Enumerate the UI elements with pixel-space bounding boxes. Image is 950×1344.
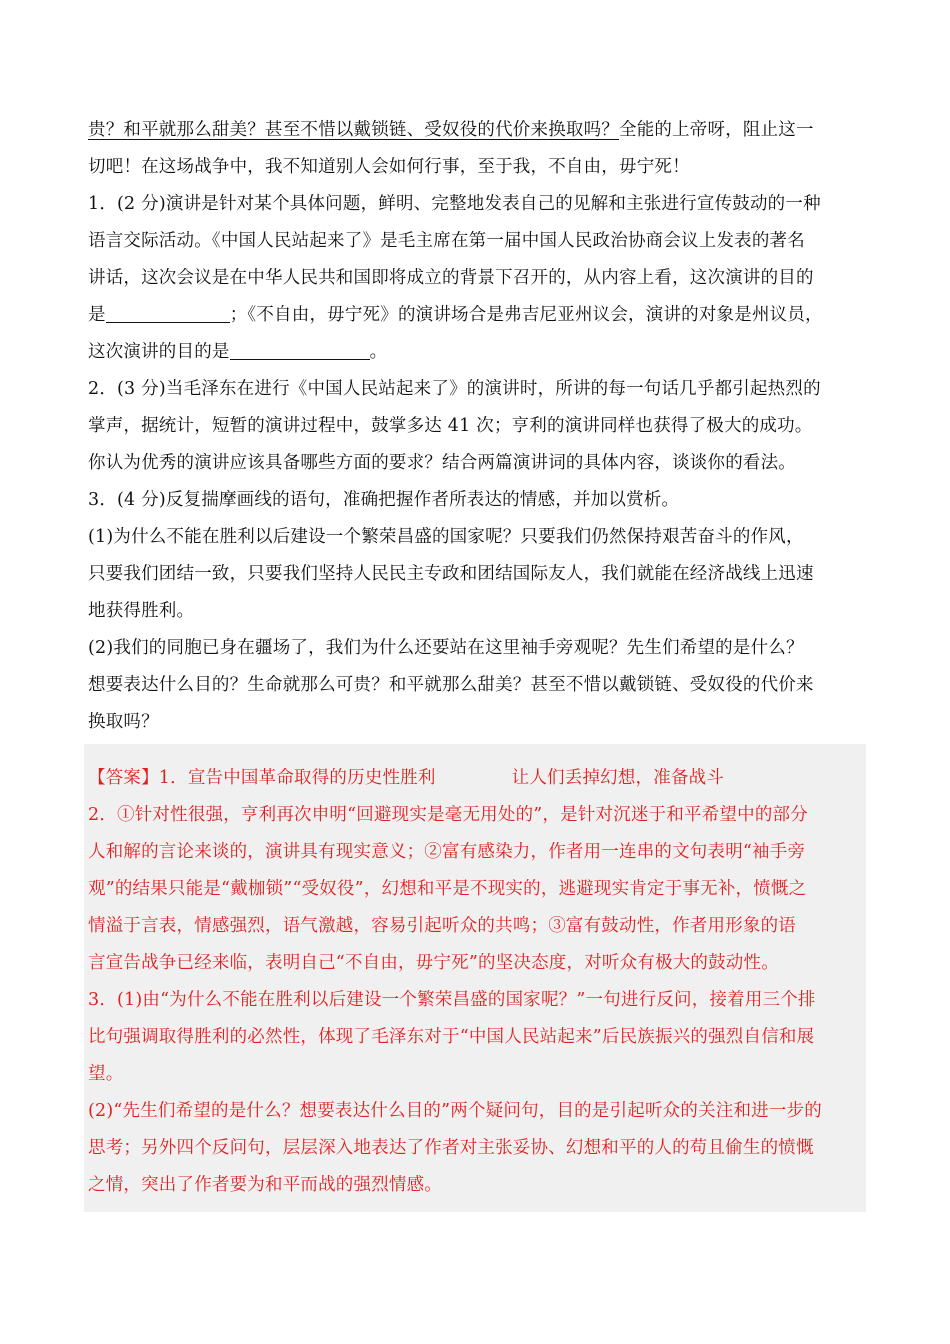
intro-line-2: 切吧！在这场战争中，我不知道别人会如何行事，至于我，不自由，毋宁死！ [88,157,690,177]
answer-box [84,744,866,1212]
q2-line-3: 你认为优秀的演讲应该具备哪些方面的要求？结合两篇演讲词的具体内容，谈谈你的看法。 [88,453,796,473]
question-section [88,112,866,741]
q3-line-1: 3．(4 分)反复揣摩画线的语句，准确把握作者所表达的情感，并加以赏析。 [88,490,680,510]
answer-3-line-3: 望。 [88,1064,124,1084]
underlined-quote: 贵？和平就那么甜美？甚至不惜以戴锁链、受奴役的代价来换取吗？ [88,120,619,140]
answer-3-line-6: 之情，突出了作者要为和平而战的强烈情感。 [88,1175,442,1195]
answer-2-line-4: 情溢于言表，情感强烈，语气激越，容易引起听众的共鸣；③富有鼓动性，作者用形象的语 [88,916,796,936]
answer-2-line-3: 观”的结果只能是“戴枷锁”“受奴役”，幻想和平是不现实的，逃避现实肯定于事无补，愤慨之 [88,879,807,899]
q3-part2-line-2: 想要表达什么目的？生命就那么可贵？和平就那么甜美？甚至不惜以戴锁链、受奴役的代价来 [88,675,814,695]
answer-content [88,760,822,1204]
answer-1: 【答案】1．宣告中国革命取得的历史性胜利 让人们丢掉幻想，准备战斗 [88,768,725,788]
q2-line-2: 掌声，据统计，短暂的演讲过程中，鼓掌多达 41 次；亨利的演讲同样也获得了极大的成功。 [88,416,813,436]
answer-3-line-1: 3．(1)由“为什么不能在胜利以后建设一个繁荣昌盛的国家呢？”一句进行反问，接着用三个排 [88,990,816,1010]
answer-2-line-5: 言宣告战争已经来临，表明自己“不自由，毋宁死”的坚决态度，对听众有极大的鼓动性。 [88,953,779,973]
q3-part2-line-1: (2)我们的同胞已身在疆场了，我们为什么还要站在这里袖手旁观呢？先生们希望的是什么？ [88,638,804,658]
q1-line-4: 是 ；《不自由，毋宁死》的演讲场合是弗吉尼亚州议会，演讲的对象是州议员， [88,305,823,325]
answer-3-line-5: 思考；另外四个反问句，层层深入地表达了作者对主张妥协、幻想和平的人的苟且偷生的愤慨 [88,1138,814,1158]
q1-line-2: 语言交际活动。《中国人民站起来了》是毛主席在第一届中国人民政治协商会议上发表的著名 [88,231,805,251]
answer-3-line-2: 比句强调取得胜利的必然性，体现了毛泽东对于“中国人民站起来”后民族振兴的强烈自信和展 [88,1027,815,1047]
q3-part1-line-3: 地获得胜利。 [88,601,195,621]
q3-part1-line-2: 只要我们团结一致，只要我们坚持人民民主专政和团结国际友人，我们就能在经济战线上迅速 [88,564,814,584]
answer-2-line-1: 2．①针对性很强，亨利再次申明“回避现实是毫无用处的”，是针对沉迷于和平希望中的部分 [88,805,808,825]
answer-3-line-4: (2)“先生们希望的是什么？想要表达什么目的”两个疑问句，目的是引起听众的关注和进一步的 [88,1101,822,1121]
q1-line-3: 讲话，这次会议是在中华人民共和国即将成立的背景下召开的，从内容上看，这次演讲的目的 [88,268,814,288]
q1-line-5: 这次演讲的目的是 。 [88,342,388,362]
q2-line-1: 2．(3 分)当毛泽东在进行《中国人民站起来了》的演讲时，所讲的每一句话几乎都引起热烈的 [88,379,821,399]
answer-2-line-2: 人和解的言论来谈的，演讲具有现实意义；②富有感染力，作者用一连串的文句表明“袖手旁 [88,842,806,862]
intro-line-1: 贵？和平就那么甜美？甚至不惜以戴锁链、受奴役的代价来换取吗？全能的上帝呀，阻止这一 [88,120,814,140]
q3-part2-line-3: 换取吗？ [88,712,159,732]
answer-blank-2[interactable] [230,358,370,360]
q1-line-1: 1．(2 分)演讲是针对某个具体问题，鲜明、完整地发表自己的见解和主张进行宣传鼓动的一种 [88,194,821,214]
answer-blank-1[interactable] [106,321,230,323]
q3-part1-line-1: (1)为什么不能在胜利以后建设一个繁荣昌盛的国家呢？只要我们仍然保持艰苦奋斗的作风， [88,527,804,547]
